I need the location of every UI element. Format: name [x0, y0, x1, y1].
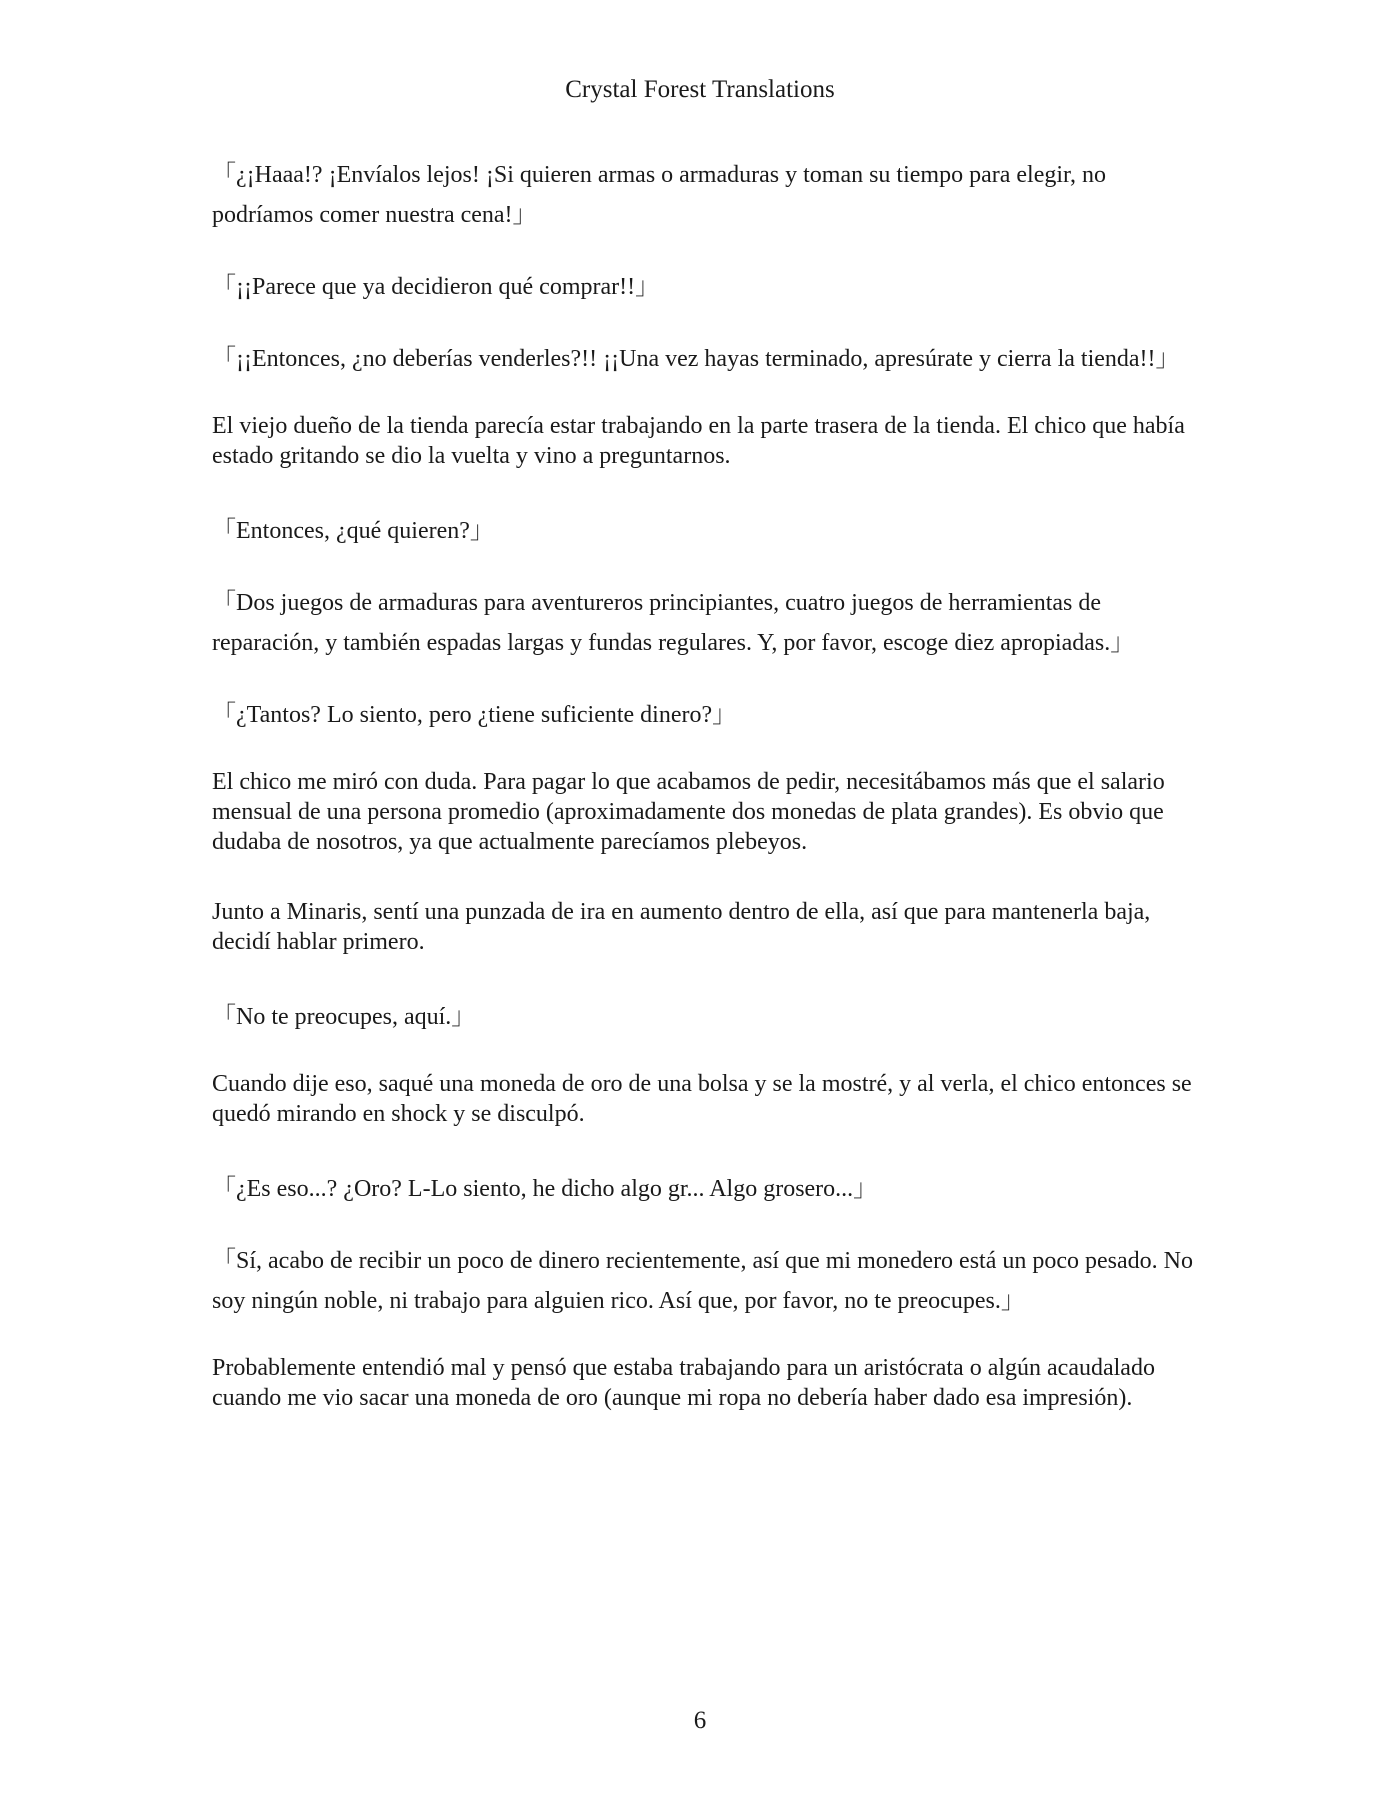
paragraph-dialogue: 「Sí, acabo de recibir un poco de dinero recientemente, así que mi monedero está un poco pesado. No soy ningún noble, ni trabajo para alguien rico. Así que, por favor, no te preocupes.」 [212, 1248, 1193, 1314]
paragraph-narration: El viejo dueño de la tienda parecía estar trabajando en la parte trasera de la tienda. El chico que había estado gritando se dio la vuelta y vino a preguntarnos. [212, 413, 1185, 469]
paragraph-dialogue: 「Dos juegos de armaduras para aventureros principiantes, cuatro juegos de herramientas de reparación, y también espadas largas y fundas regulares. Y, por favor, escoge diez apropiadas.」 [212, 590, 1135, 656]
body-text [212, 155, 1197, 1453]
page-number: 6 [693, 1707, 707, 1734]
paragraph-dialogue: 「¿¡Haaa!? ¡Envíalos lejos! ¡Si quieren armas o armaduras y toman su tiempo para elegir, no podríamos comer nuestra cena!」 [212, 162, 1107, 228]
paragraph-dialogue: 「Entonces, ¿qué quieren?」 [212, 518, 494, 544]
paragraph-dialogue: 「¿Es eso...? ¿Oro? L-Lo siento, he dicho algo gr... Algo grosero...」 [212, 1176, 878, 1202]
paragraph-narration: El chico me miró con duda. Para pagar lo que acabamos de pedir, necesitábamos más que el salario mensual de una persona promedio (aproximadamente dos monedas de plata grandes). Es obvio que dudaba de nosotros, ya que actualmente parecíamos plebeyos. [212, 769, 1165, 855]
paragraph-dialogue: 「No te preocupes, aquí.」 [212, 1004, 476, 1030]
paragraph-narration: Cuando dije eso, saqué una moneda de oro de una bolsa y se la mostré, y al verla, el chico entonces se quedó mirando en shock y se disculpó. [212, 1071, 1192, 1127]
paragraph-dialogue: 「¡¡Parece que ya decidieron qué comprar!!」 [212, 274, 660, 300]
paragraph-narration: Probablemente entendió mal y pensó que estaba trabajando para un aristócrata o algún acaudalado cuando me vio sacar una moneda de oro (aunque mi ropa no debería haber dado esa impresión). [212, 1355, 1155, 1411]
page-header-title: Crystal Forest Translations [565, 76, 835, 103]
paragraph-dialogue: 「¿Tantos? Lo siento, pero ¿tiene suficiente dinero?」 [212, 702, 737, 728]
paragraph-dialogue: 「¡¡Entonces, ¿no deberías venderles?!! ¡¡Una vez hayas terminado, apresúrate y cierra la tienda!!」 [212, 346, 1180, 372]
paragraph-narration: Junto a Minaris, sentí una punzada de ira en aumento dentro de ella, así que para mantenerla baja, decidí hablar primero. [212, 899, 1151, 955]
